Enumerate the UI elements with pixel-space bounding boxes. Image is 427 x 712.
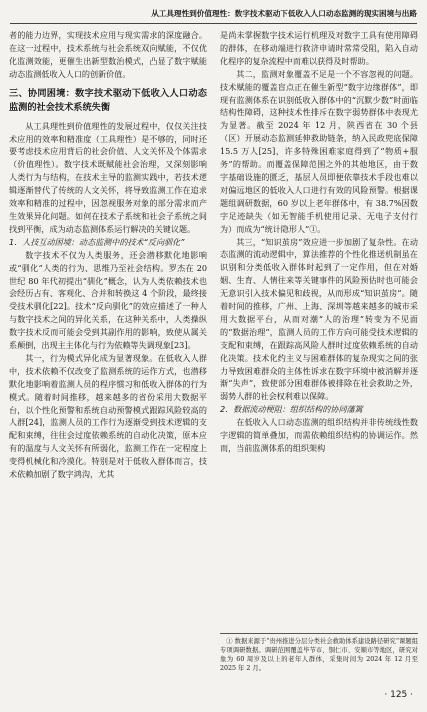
- section-heading: 三、协同困境：数字技术驱动下低收入人口动态监测的社会技术系统失衡: [9, 87, 207, 113]
- body-paragraph: 在低收入人口动态监测的组织结构并非传统线性数字逻辑的简单叠加，而需依赖组织结构的协调运作。然而，当前监测体系的组织架构: [220, 417, 418, 453]
- body-paragraph: 其二，监测对象覆盖不足是一个不容忽视的问题。技术赋能的覆盖盲点正在催生新型“数字边缘群体”，即现有监测体系在识别低收入群体中的“沉默少数”时面临结构性障碍，这种技术性排斥在数字弱势群体中表现尤为显著。截至 2024 年 12 月，陕西省在 30 个县（区）开展动态监测延伸救助链条，纳入民政兜底保障 15.5 万人[25]，许多特殊困难家庭得到了“物质+服务”的帮助。而覆盖保障范围之外的其他地区，由于数字基础设施的匮乏，基层人员即便依靠技术手段也难以对偏远地区的低收入人口进行有效的风险预警。根据课题组调研数据，60 岁以上老年群体中，有 38.7%因数字足迹缺失（如无智能手机使用记录、无电子支付行为）而成为“统计隐形人”①。: [220, 68, 418, 234]
- subsection-heading: 1．人技互动困境：动态监测中的技术“反向驯化”: [9, 236, 185, 247]
- body-paragraph: 其三，“知识茧房”效应进一步加剧了复杂性。在动态监测的流动逻辑中，算法推荐的个性化推送机制虽在识别和分类低收入群体时起到了一定作用，但在对婚姻、生育、人情往来等关键事件的风险预估时也可能会无意识引入技术偏见和歧视，从而形成“知识茧房”。随着时间的推移，广州、上海、深圳等越来越多的城市采用大数据平台，从而对潮“人的治理”转变为不见面的“数据治理”，监测人员的工作方向可能受技术逻辑的支配和束缚，在跟踪高风险人群时过度依赖系统的自动化决策。技术化约主义与困难群体的复杂现实之间的张力导致困难群众的主体性诉求在数字环境中被消解并逐渐“失声”，致使部分困难群体被排除在社会救助之外，弱势人群的社会权利难以保障。: [220, 236, 418, 402]
- right-column: [220, 29, 418, 455]
- body-paragraph: 是尚未掌握数字技术运行机理及对数字工具有使用障碍的群体，在移动端进行救济申请时常常受阻，陷入自动化程序的复杂流程中而难以获得及时帮助。: [220, 30, 418, 66]
- left-column: [9, 29, 207, 481]
- subsection-heading: 2．数据流动梗阻：组织结构的协同藩篱: [220, 404, 363, 415]
- body-paragraph: 其一，行为模式异化成为显著现象。在低收入人群中，技术依赖不仅改变了监测系统的运作方式，也潜移默化地影响着监测人员的程序惯习和低收入群体的行为模式。随着时间推移，越来越多的省份采用大数据平台，以个性化预警和系统自动预警模式跟踪风险较高的人群[24]，监测人员的工作行为逐渐受到技术逻辑的支配和束缚，往往会过度依赖系统的自动化决策，原本应有的温度与人文关怀有所弱化，监测工作在一定程度上变得机械化和冷漠化。特别是对于低收入群体而言，技术依赖加剧了数字鸿沟，尤其: [9, 352, 207, 480]
- page-number: · 125 ·: [384, 690, 413, 700]
- body-paragraph: 从工具理性到价值理性的发展过程中，仅仅关注技术应用的效率和精准度（工具理性）是不够的，同时还要考虑技术应用背后的社会价值、人文关怀及个体需求（价值理性）。数字技术既赋能社会治理，又深刻影响人类行为与结构，在技术主导的监测实践中，若技术逻辑逐渐替代了传统的人文关怀，将导致监测工作在追求效率和精准的过程中，因忽视服务对象的部分需求而产生效果异化问题。如何在技术子系统和社会子系统之间找到平衡，成为动态监测体系运行解决的关键议题。: [9, 120, 207, 234]
- footnote-text: ① 数据来源于“贵州推进分层分类社会救助体系建设路径研究”课题组专项调研数据。调研范围覆盖毕节市、铜仁市、安顺市等地区，研究对象为 60 周岁及以上的老年人群体，采集时间为 2024 年 12 月至 2025 年 2 月。: [220, 638, 418, 672]
- body-paragraph: 者的能力边界，实现技术应用与现实需求的深度融合。在这一过程中，技术系统与社会系统双向赋能，不仅优化监测效能，更催生出新型数治模式，凸显了数字赋能动态监测低收入人口的创新价值。: [9, 30, 207, 79]
- running-head: 从工具理性到价值理性：数字技术驱动下低收入人口动态监测的现实困境与出路: [10, 6, 417, 24]
- footnote: [220, 633, 418, 673]
- body-paragraph: 数字技术不仅为人类服务，还会潜移默化地影响或“驯化”人类的行为、思维乃至社会结构。罗杰在 20 世纪 80 年代初提出“驯化”概念，认为人类依赖技术也会经历占有、客观化、合并和转换这 4 个阶段，最终接受技术驯化[22]。技术“反向驯化”的效应描述了一种人与数字技术之间的异化关系，在这种关系中，人类操纵数字技术反而可能会受到其副作用的影响，致使从属关系颠倒，出现主主体化与行为依赖等失调现象[23]。: [9, 249, 207, 351]
